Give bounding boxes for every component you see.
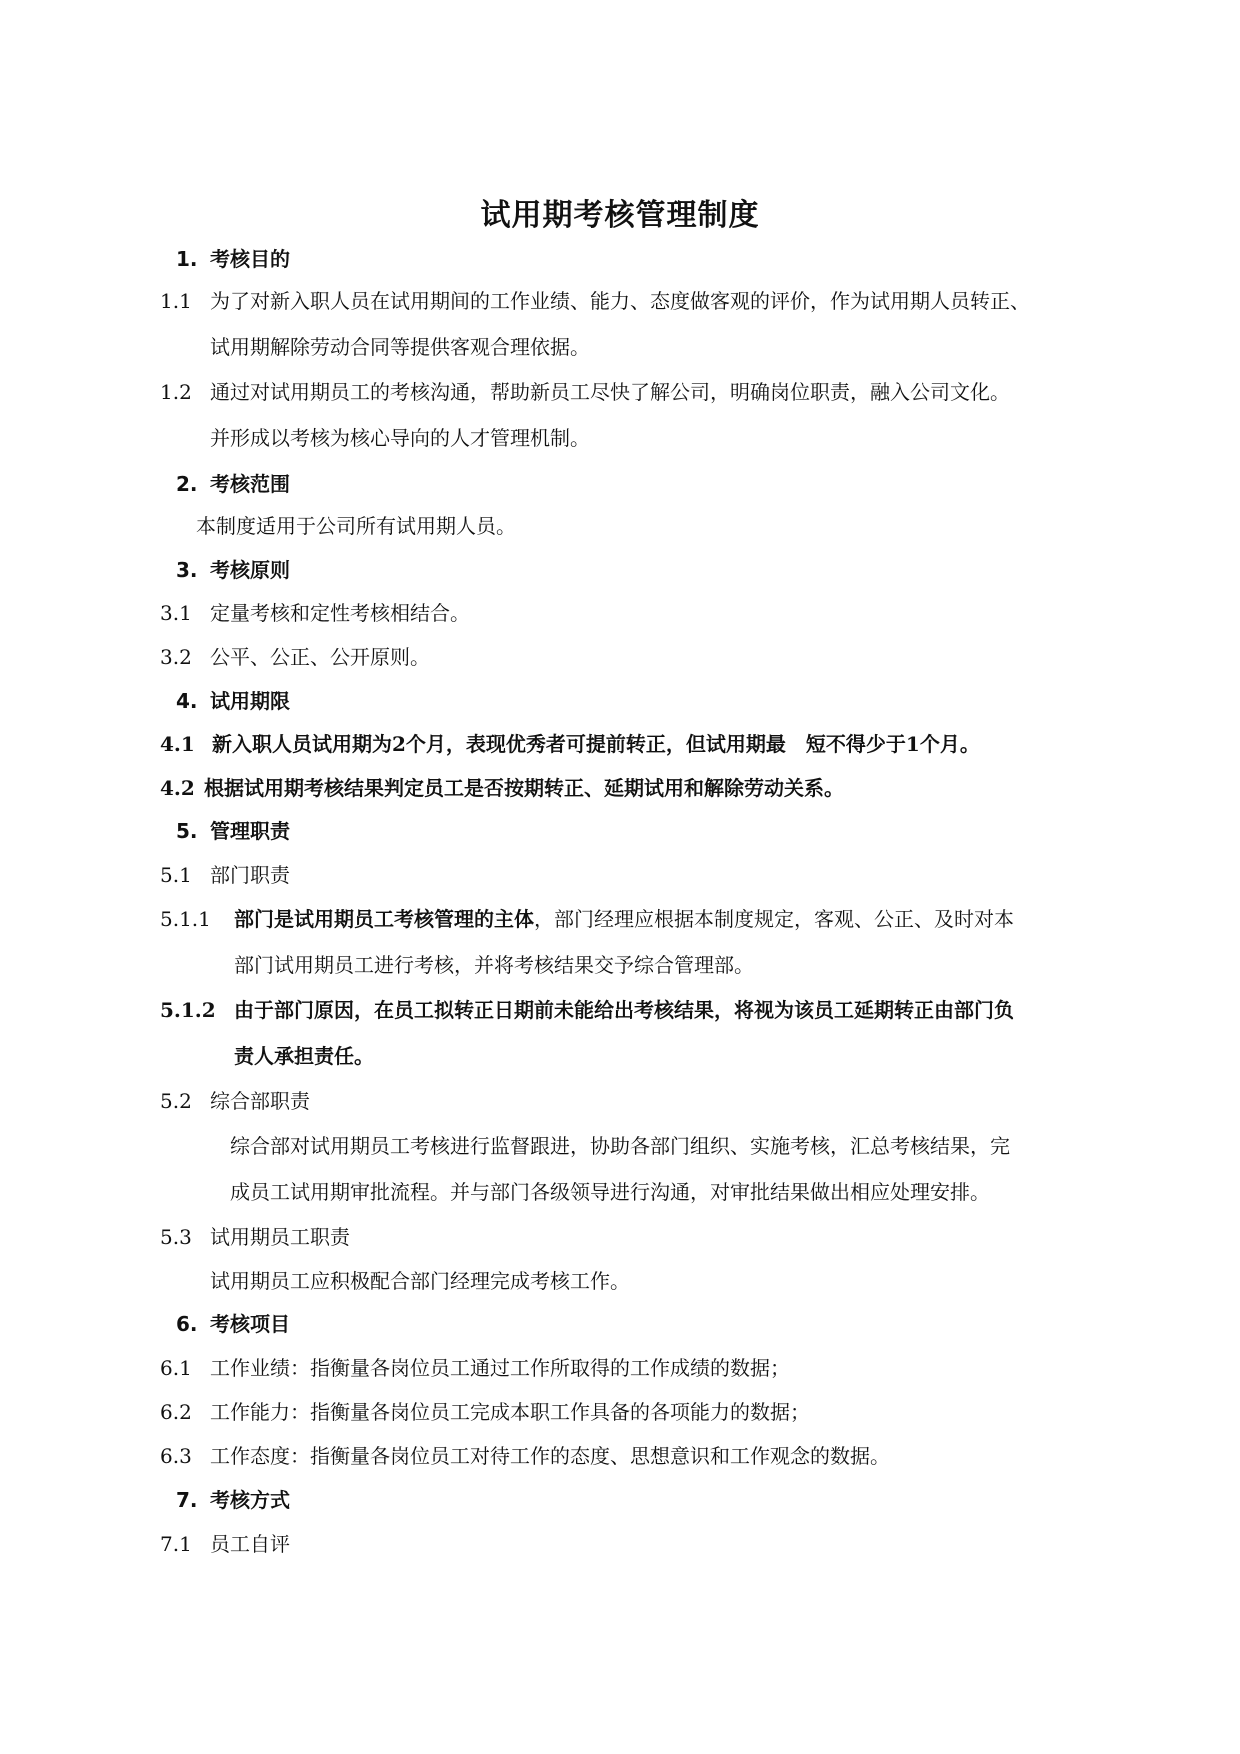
page-title: 试用期考核管理制度 — [480, 198, 760, 233]
section-heading-7 — [176, 1488, 290, 1512]
paragraph-5-2-body: 综合部对试用期员工考核进行监督跟进，协助各部门组织、实施考核，汇总考核结果，完 — [230, 1134, 1010, 1158]
paragraph-number: 7.1 — [160, 1532, 192, 1556]
paragraph-text: 试用期员工职责 — [210, 1225, 350, 1249]
paragraph-7-1 — [160, 1532, 290, 1556]
section-title: 考核方式 — [210, 1488, 290, 1512]
paragraph-1-1 — [160, 289, 1030, 313]
paragraph-text: 工作能力：指衡量各岗位员工完成本职工作具备的各项能力的数据； — [210, 1400, 810, 1424]
section-heading-3 — [176, 558, 290, 582]
paragraph-text: 根据试用期考核结果判定员工是否按期转正、延期试用和解除劳动关系。 — [204, 776, 844, 800]
paragraph-text: ，部门经理应根据本制度规定，客观、公正、及时对本 — [534, 907, 1014, 931]
paragraph-number: 5.3 — [160, 1225, 192, 1249]
paragraph-text: 由于部门原因，在员工拟转正日期前未能给出考核结果，将视为该员工延期转正由部门负 — [234, 998, 1014, 1022]
paragraph-number: 4.1 — [160, 732, 195, 756]
paragraph-6-3 — [160, 1444, 890, 1468]
section-number: 3. — [176, 558, 198, 582]
section-heading-6 — [176, 1312, 290, 1336]
paragraph-text: 定量考核和定性考核相结合。 — [210, 601, 470, 625]
paragraph-5-1-2-cont: 责人承担责任。 — [234, 1044, 374, 1068]
section-heading-5 — [176, 819, 290, 843]
section-number: 5. — [176, 819, 198, 843]
section-number: 1. — [176, 247, 198, 271]
paragraph-text: 新入职人员试用期为2个月，表现优秀者可提前转正，但试用期最 短不得少于1个月。 — [212, 732, 980, 756]
paragraph-1-1-cont: 试用期解除劳动合同等提供客观合理依据。 — [210, 335, 590, 359]
paragraph-number: 3.2 — [160, 645, 192, 669]
paragraph-4-2 — [160, 776, 844, 800]
paragraph-4-1 — [160, 732, 980, 756]
section-number: 6. — [176, 1312, 198, 1336]
paragraph-6-2 — [160, 1400, 810, 1424]
paragraph-number: 5.1.1 — [160, 907, 211, 931]
section-number: 2. — [176, 472, 198, 496]
paragraph-text: 公平、公正、公开原则。 — [210, 645, 430, 669]
paragraph-5-2-body-cont: 成员工试用期审批流程。并与部门各级领导进行沟通，对审批结果做出相应处理安排。 — [230, 1180, 990, 1204]
paragraph-number: 1.1 — [160, 289, 192, 313]
paragraph-5-1-1-cont: 部门试用期员工进行考核，并将考核结果交予综合管理部。 — [234, 953, 754, 977]
paragraph-5-1 — [160, 863, 290, 887]
paragraph-number: 6.2 — [160, 1400, 192, 1424]
paragraph-number: 1.2 — [160, 380, 192, 404]
paragraph-bold-text: 部门是试用期员工考核管理的主体 — [234, 907, 534, 931]
paragraph-text: 部门职责 — [210, 863, 290, 887]
paragraph-1-2-cont: 并形成以考核为核心导向的人才管理机制。 — [210, 426, 590, 450]
paragraph-3-1 — [160, 601, 470, 625]
paragraph-text: 员工自评 — [210, 1532, 290, 1556]
paragraph-2: 本制度适用于公司所有试用期人员。 — [196, 514, 516, 538]
paragraph-5-1-1 — [160, 907, 1014, 931]
paragraph-text: 通过对试用期员工的考核沟通，帮助新员工尽快了解公司，明确岗位职责，融入公司文化。 — [210, 380, 1010, 404]
paragraph-number: 4.2 — [160, 776, 195, 800]
paragraph-5-3 — [160, 1225, 350, 1249]
paragraph-text: 工作态度：指衡量各岗位员工对待工作的态度、思想意识和工作观念的数据。 — [210, 1444, 890, 1468]
section-title: 考核项目 — [210, 1312, 290, 1336]
paragraph-1-2 — [160, 380, 1010, 404]
section-heading-4 — [176, 689, 290, 713]
section-title: 考核范围 — [210, 472, 290, 496]
section-heading-2 — [176, 472, 290, 496]
paragraph-text: 综合部职责 — [210, 1089, 310, 1113]
section-heading-1 — [176, 247, 290, 271]
paragraph-5-2 — [160, 1089, 310, 1113]
paragraph-number: 6.3 — [160, 1444, 192, 1468]
section-number: 4. — [176, 689, 198, 713]
paragraph-number: 5.2 — [160, 1089, 192, 1113]
paragraph-number: 5.1.2 — [160, 998, 216, 1022]
section-title: 考核目的 — [210, 247, 290, 271]
section-title: 试用期限 — [210, 689, 290, 713]
paragraph-text: 工作业绩：指衡量各岗位员工通过工作所取得的工作成绩的数据； — [210, 1356, 790, 1380]
paragraph-3-2 — [160, 645, 430, 669]
paragraph-number: 6.1 — [160, 1356, 192, 1380]
section-number: 7. — [176, 1488, 198, 1512]
section-title: 管理职责 — [210, 819, 290, 843]
paragraph-number: 3.1 — [160, 601, 192, 625]
paragraph-text: 为了对新入职人员在试用期间的工作业绩、能力、态度做客观的评价，作为试用期人员转正、 — [210, 289, 1030, 313]
paragraph-6-1 — [160, 1356, 790, 1380]
paragraph-5-1-2 — [160, 998, 1014, 1022]
paragraph-5-3-body: 试用期员工应积极配合部门经理完成考核工作。 — [210, 1269, 630, 1293]
section-title: 考核原则 — [210, 558, 290, 582]
paragraph-number: 5.1 — [160, 863, 192, 887]
